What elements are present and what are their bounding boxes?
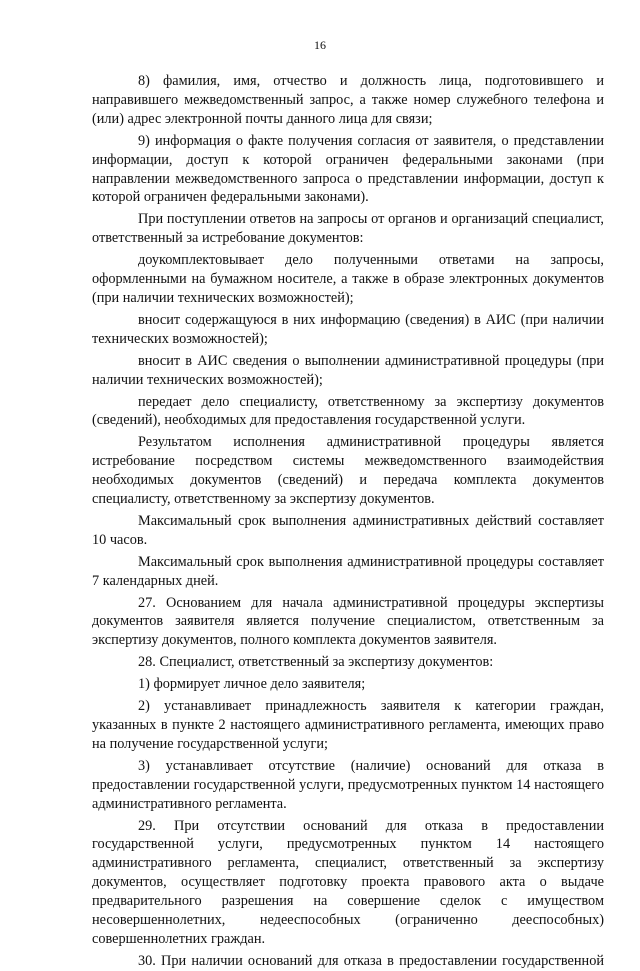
paragraph-responses-received: При поступлении ответов на запросы от органов и организаций специалист, ответственный за истребование документов:	[92, 211, 604, 247]
paragraph-28-3: 3) устанавливает отсутствие (наличие) оснований для отказа в предоставлении государственной услуги, предусмотренных пунктом 14 настоящего административного регламента.	[92, 757, 604, 812]
paragraph-completes-file: доукомплектовывает дело полученными ответами на запросы, оформленными на бумажном носителе, а также в образе электронных документов (при наличии технических возможностей);	[92, 252, 604, 306]
paragraph-28-1: 1) формирует личное дело заявителя;	[138, 676, 366, 693]
paragraph-30: 30. При наличии оснований для отказа в предоставлении государственной	[138, 952, 604, 969]
paragraph-29: 29. При отсутствии оснований для отказа в предоставлении государственной услуги, предусмотренных пунктом 14 настоящего административного регламента, специалист, ответственный за экспертизу документов, осуществляет подготовку проекта правового акта о выдаче предварительного разрешения на совершение сделок с имуществом несовершеннолетних, недееспособных (ограниченно дееспособных) совершеннолетних граждан.	[92, 817, 604, 947]
paragraph-28: 28. Специалист, ответственный за экспертизу документов:	[138, 654, 494, 671]
paragraph-max-time-actions: Максимальный срок выполнения административных действий составляет 10 часов.	[92, 512, 604, 548]
paragraph-item-8: 8) фамилия, имя, отчество и должность лица, подготовившего и направившего межведомственный запрос, а также номер служебного телефона и (или) адрес электронной почты данного лица для связи;	[92, 73, 604, 127]
paragraph-enters-procedure-ais: вносит в АИС сведения о выполнении административной процедуры (при наличии технических возможностей);	[92, 352, 604, 388]
paragraph-28-2: 2) устанавливает принадлежность заявителя к категории граждан, указанных в пункте 2 настоящего административного регламента, имеющих право на получение государственной услуги;	[92, 698, 604, 752]
paragraph-result: Результатом исполнения административной процедуры является истребование посредством системы межведомственного взаимодействия необходимых документов (сведений) и передача комплекта документов специалисту, ответственному за экспертизу документов.	[92, 434, 604, 508]
page-number: 16	[314, 38, 326, 52]
paragraph-enters-info-ais: вносит содержащуюся в них информацию (сведения) в АИС (при наличии технических возможностей);	[92, 311, 604, 347]
paragraph-27: 27. Основанием для начала административной процедуры экспертизы документов заявителя является получение специалистом, ответственным за экспертизу документов, полного комплекта документов заявителя.	[92, 594, 604, 649]
paragraph-max-time-procedure: Максимальный срок выполнения административной процедуры составляет 7 календарных дней.	[92, 553, 604, 589]
paragraph-transfers-file: передает дело специалисту, ответственному за экспертизу документов (сведений), необходимых для предоставления государственной услуги.	[92, 393, 604, 429]
paragraph-item-9: 9) информация о факте получения согласия от заявителя, о представлении информации, доступ к которой ограничен федеральными законами (при направлении межведомственного запроса о представлении информации, доступ к которой ограничен федеральными законами).	[92, 132, 604, 206]
document-body	[92, 72, 604, 971]
